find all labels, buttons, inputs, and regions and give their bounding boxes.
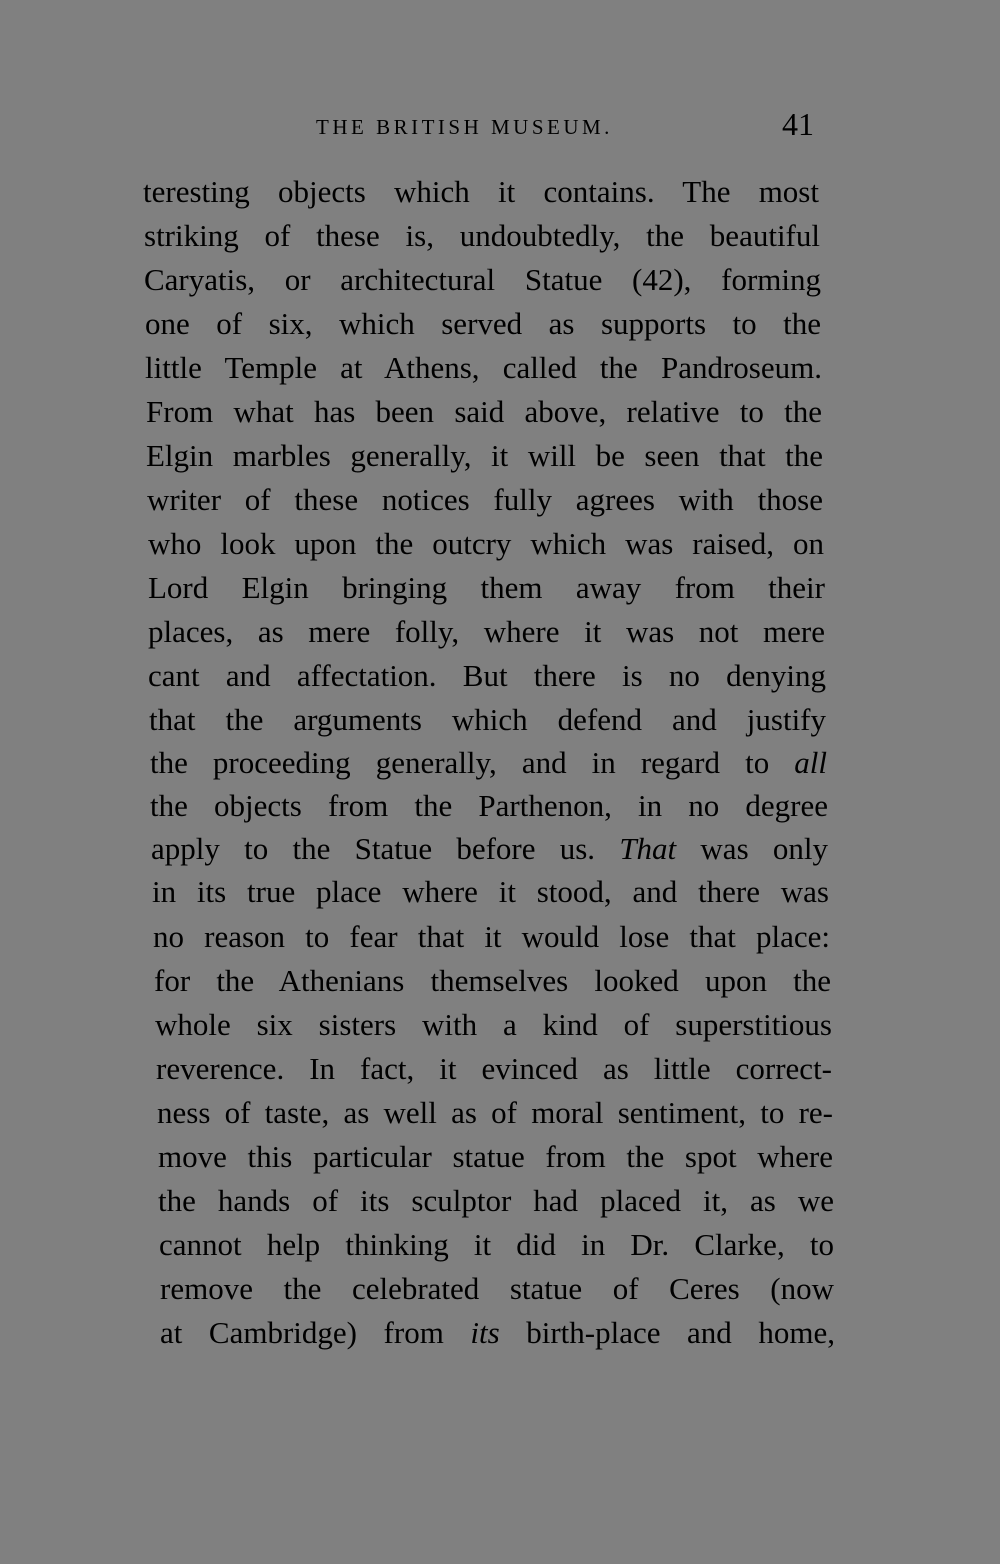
text-line-segment: Lord Elgin bringing them away from their — [148, 570, 825, 605]
page-number: 41 — [782, 106, 814, 142]
text-line — [154, 961, 831, 1001]
text-line — [145, 348, 822, 388]
text-line — [149, 700, 826, 740]
text-line-segment: From what has been said above, relative to the — [146, 394, 822, 429]
text-line-segment: cant and affectation. But there is no denying — [148, 658, 826, 693]
text-line-segment: places, as mere folly, where it was not mere — [148, 614, 825, 649]
text-line — [156, 1049, 832, 1089]
text-line-segment: striking of these is, undoubtedly, the beautiful — [144, 218, 820, 253]
text-line-segment: no reason to fear that it would lose that place: — [153, 919, 830, 954]
text-line-segment: was only — [676, 831, 828, 866]
text-line-segment: remove the celebrated statue of Ceres (now — [160, 1271, 834, 1306]
text-line — [147, 480, 823, 520]
italic-word: its — [470, 1315, 500, 1350]
text-line-segment: who look upon the outcry which was raised, on — [148, 526, 824, 561]
text-line — [144, 216, 820, 256]
text-line-segment: teresting objects which it contains. The most — [143, 174, 819, 209]
text-line — [153, 917, 830, 957]
text-line-segment: whole six sisters with a kind of superstitious — [155, 1007, 832, 1042]
text-line-segment: Elgin marbles generally, it will be seen that the — [146, 438, 823, 473]
text-line — [152, 872, 829, 912]
text-line-segment: writer of these notices fully agrees with those — [147, 482, 823, 517]
text-line — [160, 1313, 835, 1353]
text-line-segment: for the Athenians themselves looked upon the — [154, 963, 831, 998]
text-line — [148, 656, 826, 696]
text-line-segment: the hands of its sculptor had placed it, as we — [158, 1183, 834, 1218]
text-line-segment: cannot help thinking it did in Dr. Clarke, to — [159, 1227, 834, 1262]
text-line — [144, 260, 821, 300]
text-line — [155, 1005, 832, 1045]
text-line-segment: ness of taste, as well as of moral sentiment, to re- — [157, 1095, 833, 1130]
text-line — [148, 612, 825, 652]
text-line-segment: at Cambridge) from — [160, 1315, 471, 1350]
text-line — [151, 829, 828, 869]
text-line-segment: Caryatis, or architectural Statue (42), forming — [144, 262, 821, 297]
text-line-segment: in its true place where it stood, and there was — [152, 874, 829, 909]
text-line — [150, 743, 827, 783]
text-line — [143, 172, 819, 212]
text-line — [148, 524, 824, 564]
text-line-segment: the proceeding generally, and in regard to — [150, 745, 795, 780]
text-line — [145, 304, 821, 344]
text-line — [158, 1137, 833, 1177]
text-line — [159, 1225, 834, 1265]
text-line — [158, 1181, 834, 1221]
text-line-segment: one of six, which served as supports to the — [145, 306, 821, 341]
text-line — [157, 1093, 833, 1133]
text-line — [150, 786, 828, 826]
text-line-segment: the objects from the Parthenon, in no degree — [150, 788, 828, 823]
italic-word: That — [619, 831, 677, 866]
text-line — [160, 1269, 834, 1309]
text-line-segment: that the arguments which defend and justify — [149, 702, 826, 737]
text-line-segment: apply to the Statue before us. — [151, 831, 620, 866]
italic-word: all — [794, 745, 827, 780]
text-line — [146, 436, 823, 476]
text-line-segment: little Temple at Athens, called the Pandroseum. — [145, 350, 822, 385]
text-line-segment: move this particular statue from the spot where — [158, 1139, 833, 1174]
running-head-title: THE BRITISH MUSEUM. — [316, 115, 613, 139]
text-line-segment: reverence. In fact, it evinced as little correct- — [156, 1051, 832, 1086]
text-line-segment: birth-place and home, — [499, 1315, 835, 1350]
text-line — [146, 392, 822, 432]
text-line — [148, 568, 825, 608]
